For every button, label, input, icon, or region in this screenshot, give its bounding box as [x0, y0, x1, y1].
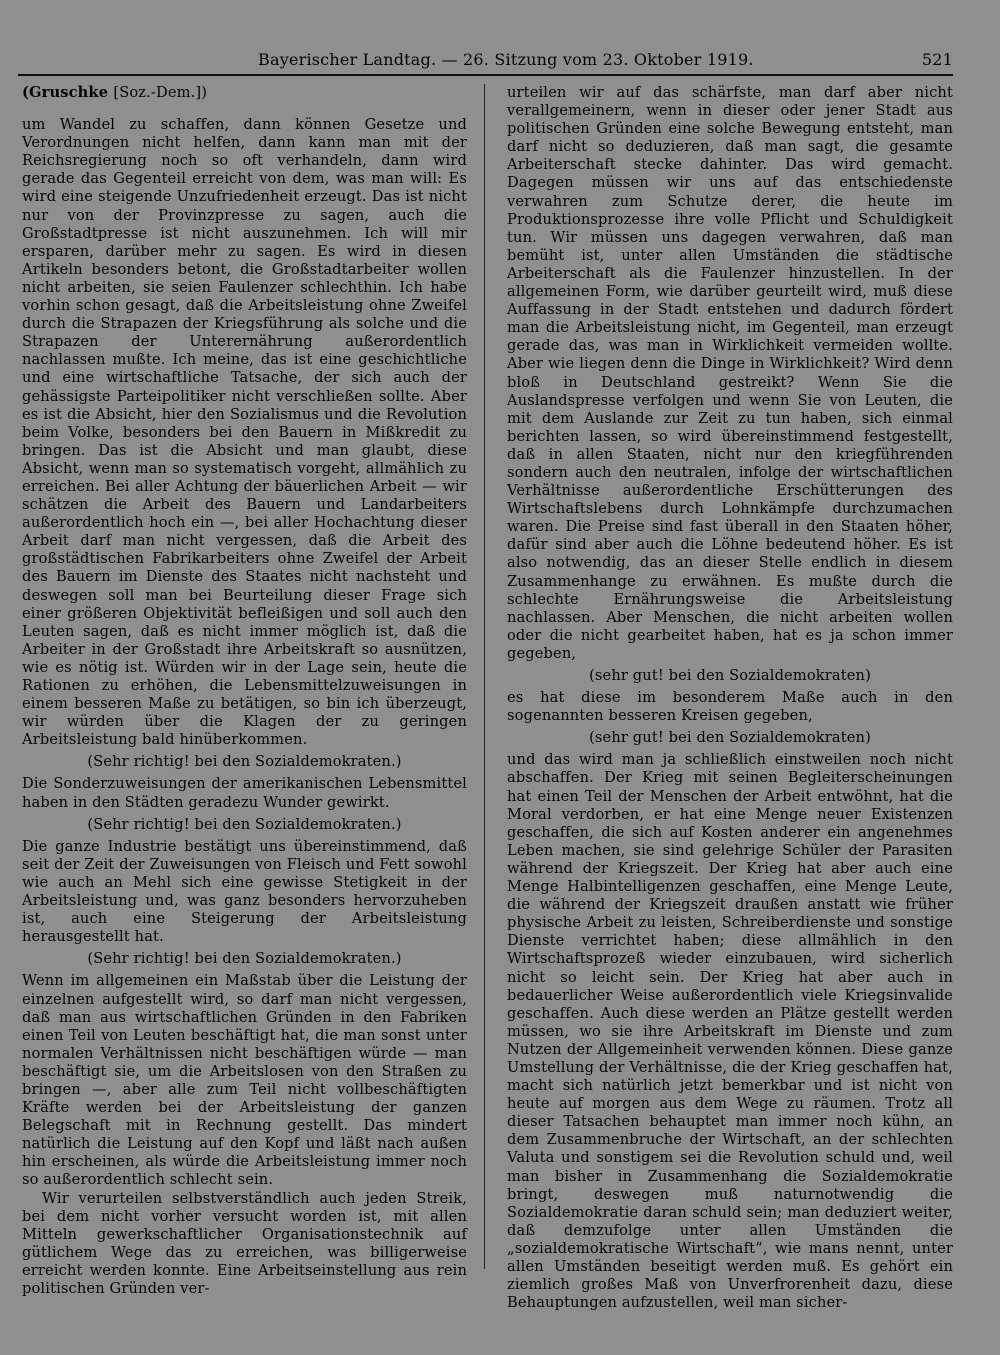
- speaker-name: (Gruschke: [22, 84, 109, 101]
- paragraph: Die ganze Industrie bestätigt uns übereinstimmend, daß seit der Zeit der Zuweisungen von Fleisch und Fett sowohl wie auch an Mehl sich eine gewisse Stetigkeit in der Arbeitsleistung und, was ganz besonders hervorzuheben ist, auch eine Steigerung der Arbeitsleistung herausgestellt hat.: [22, 837, 467, 946]
- paragraph: und das wird man ja schließlich einstweilen noch nicht abschaffen. Der Krieg mit seinen Begleiterscheinungen hat einen Teil der Menschen der Arbeit entwöhnt, hat die Moral verdorben, er hat eine Menge neuer Existenzen geschaffen, die sich auf Kosten anderer ein angenehmes Leben machen, sie sind gelehrige Schüler der Parasiten während der Kriegszeit. Der Krieg hat aber auch eine Menge Halbintelligenzen geschaffen, eine Menge Leute, die während der Kriegszeit draußen anstatt wie früher physische Arbeit zu leisten, Schreiberdienste und sonstige Dienste verrichtet haben; diese allmählich in den Wirtschaftsprozeß wieder einzubauen, wird sicherlich nicht so leicht sein. Der Krieg hat aber auch in bedauerlicher Weise außerordentlich viele Kriegsinvalide geschaffen. Auch diese werden an Plätze gestellt werden müssen, wo sie ihre Arbeitskraft im Dienste und zum Nutzen der Allgemeinheit verwenden können. Diese ganze Umstellung der Verhältnisse, die der Krieg geschaffen hat, macht sich natürlich jetzt bemerkbar und ist nicht von heute auf morgen aus dem Wege zu räumen. Trotz all dieser Tatsachen behauptet man immer noch kühn, an dem Zusammenbruche der Wirtschaft, an der schlechten Valuta und sonstigem sei die Revolution schuld und, weil man bisher in Zusammenhang die Sozialdemokratie bringt, deswegen muß naturnotwendig die Sozialdemokratie daran schuld sein; man deduziert weiter, daß demzufolge unter allen Umständen die „sozialdemokratische Wirtschaft“, wie mans nennt, unter allen Umständen beseitigt werden muß. Es gehört ein ziemlich großes Maß von Unverfrorenheit dazu, diese Behauptungen aufzustellen, weil man sicher-: [507, 751, 953, 1312]
- interjection: (Sehr richtig! bei den Sozialdemokraten.): [87, 815, 402, 833]
- speaker-party: [Soz.-Dem.]): [113, 84, 208, 101]
- left-column: [22, 84, 467, 1298]
- interjection: (sehr gut! bei den Sozialdemokraten): [589, 667, 871, 684]
- speaker-line: [22, 84, 467, 102]
- page-number: 521: [921, 50, 953, 69]
- paragraph: Wenn im allgemeinen ein Maßstab über die Leistung der einzelnen aufgestellt wird, so darf man nicht vergessen, daß man aus wirtschaftlichen Gründen in den Fabriken einen Teil von Leuten beschäftigt hat, die man sonst unter normalen Verhältnissen nicht beschäftigen würde — man beschäftigt sie, um die Arbeitslosen von den Straßen zu bringen —, aber alle zum Teil nicht vollbeschäftigten Kräfte werden bei der Arbeitsleistung der ganzen Belegschaft mit in Rechnung gestellt. Das mindert natürlich die Leistung auf den Kopf und läßt nach außen hin erscheinen, als würde die Arbeitsleistung immer noch so außerordentlich schlecht sein.: [22, 972, 467, 1189]
- paragraph: es hat diese im besonderem Maße auch in den sogenannten besseren Kreisen gegeben,: [507, 689, 953, 725]
- column-divider: [484, 84, 485, 1269]
- interjection: (Sehr richtig! bei den Sozialdemokraten.): [87, 950, 402, 968]
- paragraph: urteilen wir auf das schärfste, man darf aber nicht verallgemeinern, wenn in dieser oder jener Stadt aus politischen Gründen eine solche Bewegung entsteht, man darf nicht so deduzieren, daß man sagt, die gesamte Arbeiterschaft stecke dahinter. Das wird gemacht. Dagegen müssen wir uns auf das entschiedenste verwahren zum Schutze derer, die heute im Produktionsprozesse ihre volle Pflicht und Schuldigkeit tun. Wir müssen uns dagegen verwahren, daß man bemüht ist, unter allen Umständen die städtische Arbeiterschaft als die Faulenzer hinzustellen. In der allgemeinen Form, wie darüber geurteilt wird, muß diese Auffassung in der Stadt entstehen und dadurch fördert man die Arbeitsleistung nicht, im Gegenteil, man erzeugt gerade das, was man in Wirklichkeit vermeiden wollte. Aber wie liegen denn die Dinge in Wirklichkeit? Wird denn bloß in Deutschland gestreikt? Wenn Sie die Auslandspresse verfolgen und wenn Sie von Leuten, die mit dem Auslande zur Zeit zu tun haben, sich einmal berichten lassen, so wird übereinstimmend festgestellt, daß in allen Staaten, nicht nur den kriegführenden sondern auch den neutralen, infolge der wirtschaftlichen Verhältnisse außerordentliche Erschütterungen des Wirtschaftslebens durch Lohnkämpfe durchzumachen waren. Die Preise sind fast überall in den Staaten höher, dafür sind aber auch die Löhne bedeutend höher. Es ist also notwendig, das an dieser Stelle endlich in diesem Zusammenhange zu erwähnen. Es mußte durch die schlechte Ernährungsweise die Arbeitsleistung nachlassen. Aber Menschen, die nicht arbeiten wollen oder die nicht gearbeitet haben, hat es ja schon immer gegeben,: [507, 84, 953, 662]
- paragraph: Die Sonderzuweisungen der amerikanischen Lebensmittel haben in den Städten geradezu Wunder gewirkt.: [22, 775, 467, 811]
- running-header: [18, 48, 953, 76]
- header-title: Bayerischer Landtag. — 26. Sitzung vom 23. Oktober 1919.: [258, 50, 754, 69]
- interjection: (sehr gut! bei den Sozialdemokraten): [589, 729, 871, 747]
- interjection: (Sehr richtig! bei den Sozialdemokraten.): [87, 753, 402, 771]
- paragraph: um Wandel zu schaffen, dann können Gesetze und Verordnungen nicht helfen, dann kann man mit der Reichsregierung noch so oft verhandeln, dann wird gerade das Gegenteil erreicht von dem, was man will: Es wird eine steigende Unzufriedenheit erzeugt. Das ist nicht nur von der Provinzpresse zu sagen, auch die Großstadtpresse ist nicht auszunehmen. Ich will mir ersparen, darüber mehr zu sagen. Es wird in diesen Artikeln besonders betont, die Großstadtarbeiter wollen nicht arbeiten, sie seien Faulenzer schlechthin. Ich habe vorhin schon gesagt, daß die Arbeitsleistung ohne Zweifel durch die Strapazen der Kriegsführung als solche und die Strapazen der Unterernährung außerordentlich nachlassen mußte. Ich meine, das ist eine geschichtliche und eine wirtschaftliche Tatsache, der sich auch der gehässigste Parteipolitiker nicht verschließen sollte. Aber es ist die Absicht, hier den Sozialismus und die Revolution beim Volke, besonders bei den Bauern in Mißkredit zu bringen. Das ist die Absicht und man glaubt, diese Absicht, wenn man so systematisch vorgeht, allmählich zu erreichen. Bei aller Achtung der bäuerlichen Arbeit — wir schätzen die Arbeit des Bauern und Landarbeiters außerordentlich hoch ein —, bei aller Hochachtung dieser Arbeit darf man nicht vergessen, daß die Arbeit des großstädtischen Fabrikarbeiters ohne Zweifel der Arbeit des Bauern im Dienste des Staates nicht nachsteht und deswegen soll man bei Beurteilung dieser Frage sich einer größeren Objektivität befleißigen und soll auch den Leuten sagen, daß es nicht immer möglich ist, daß die Arbeiter in der Großstadt ihre Arbeitskraft so ausnützen, wie es nötig ist. Würden wir in der Lage sein, heute die Rationen zu erhöhen, die Lebensmittelzuweisungen in einem besseren Maße zu betätigen, so bin ich überzeugt, wir würden über die Klagen der zu geringen Arbeitsleistung bald hinüberkommen.: [22, 116, 467, 749]
- right-column: [507, 84, 953, 1312]
- paragraph: Wir verurteilen selbstverständlich auch jeden Streik, bei dem nicht vorher versucht worden ist, mit allen Mitteln gewerkschaftlicher Organisationstechnik auf gütlichem Wege das zu erreichen, was billigerweise erreicht werden konnte. Eine Arbeitseinstellung aus rein politischen Gründen ver-: [22, 1189, 467, 1297]
